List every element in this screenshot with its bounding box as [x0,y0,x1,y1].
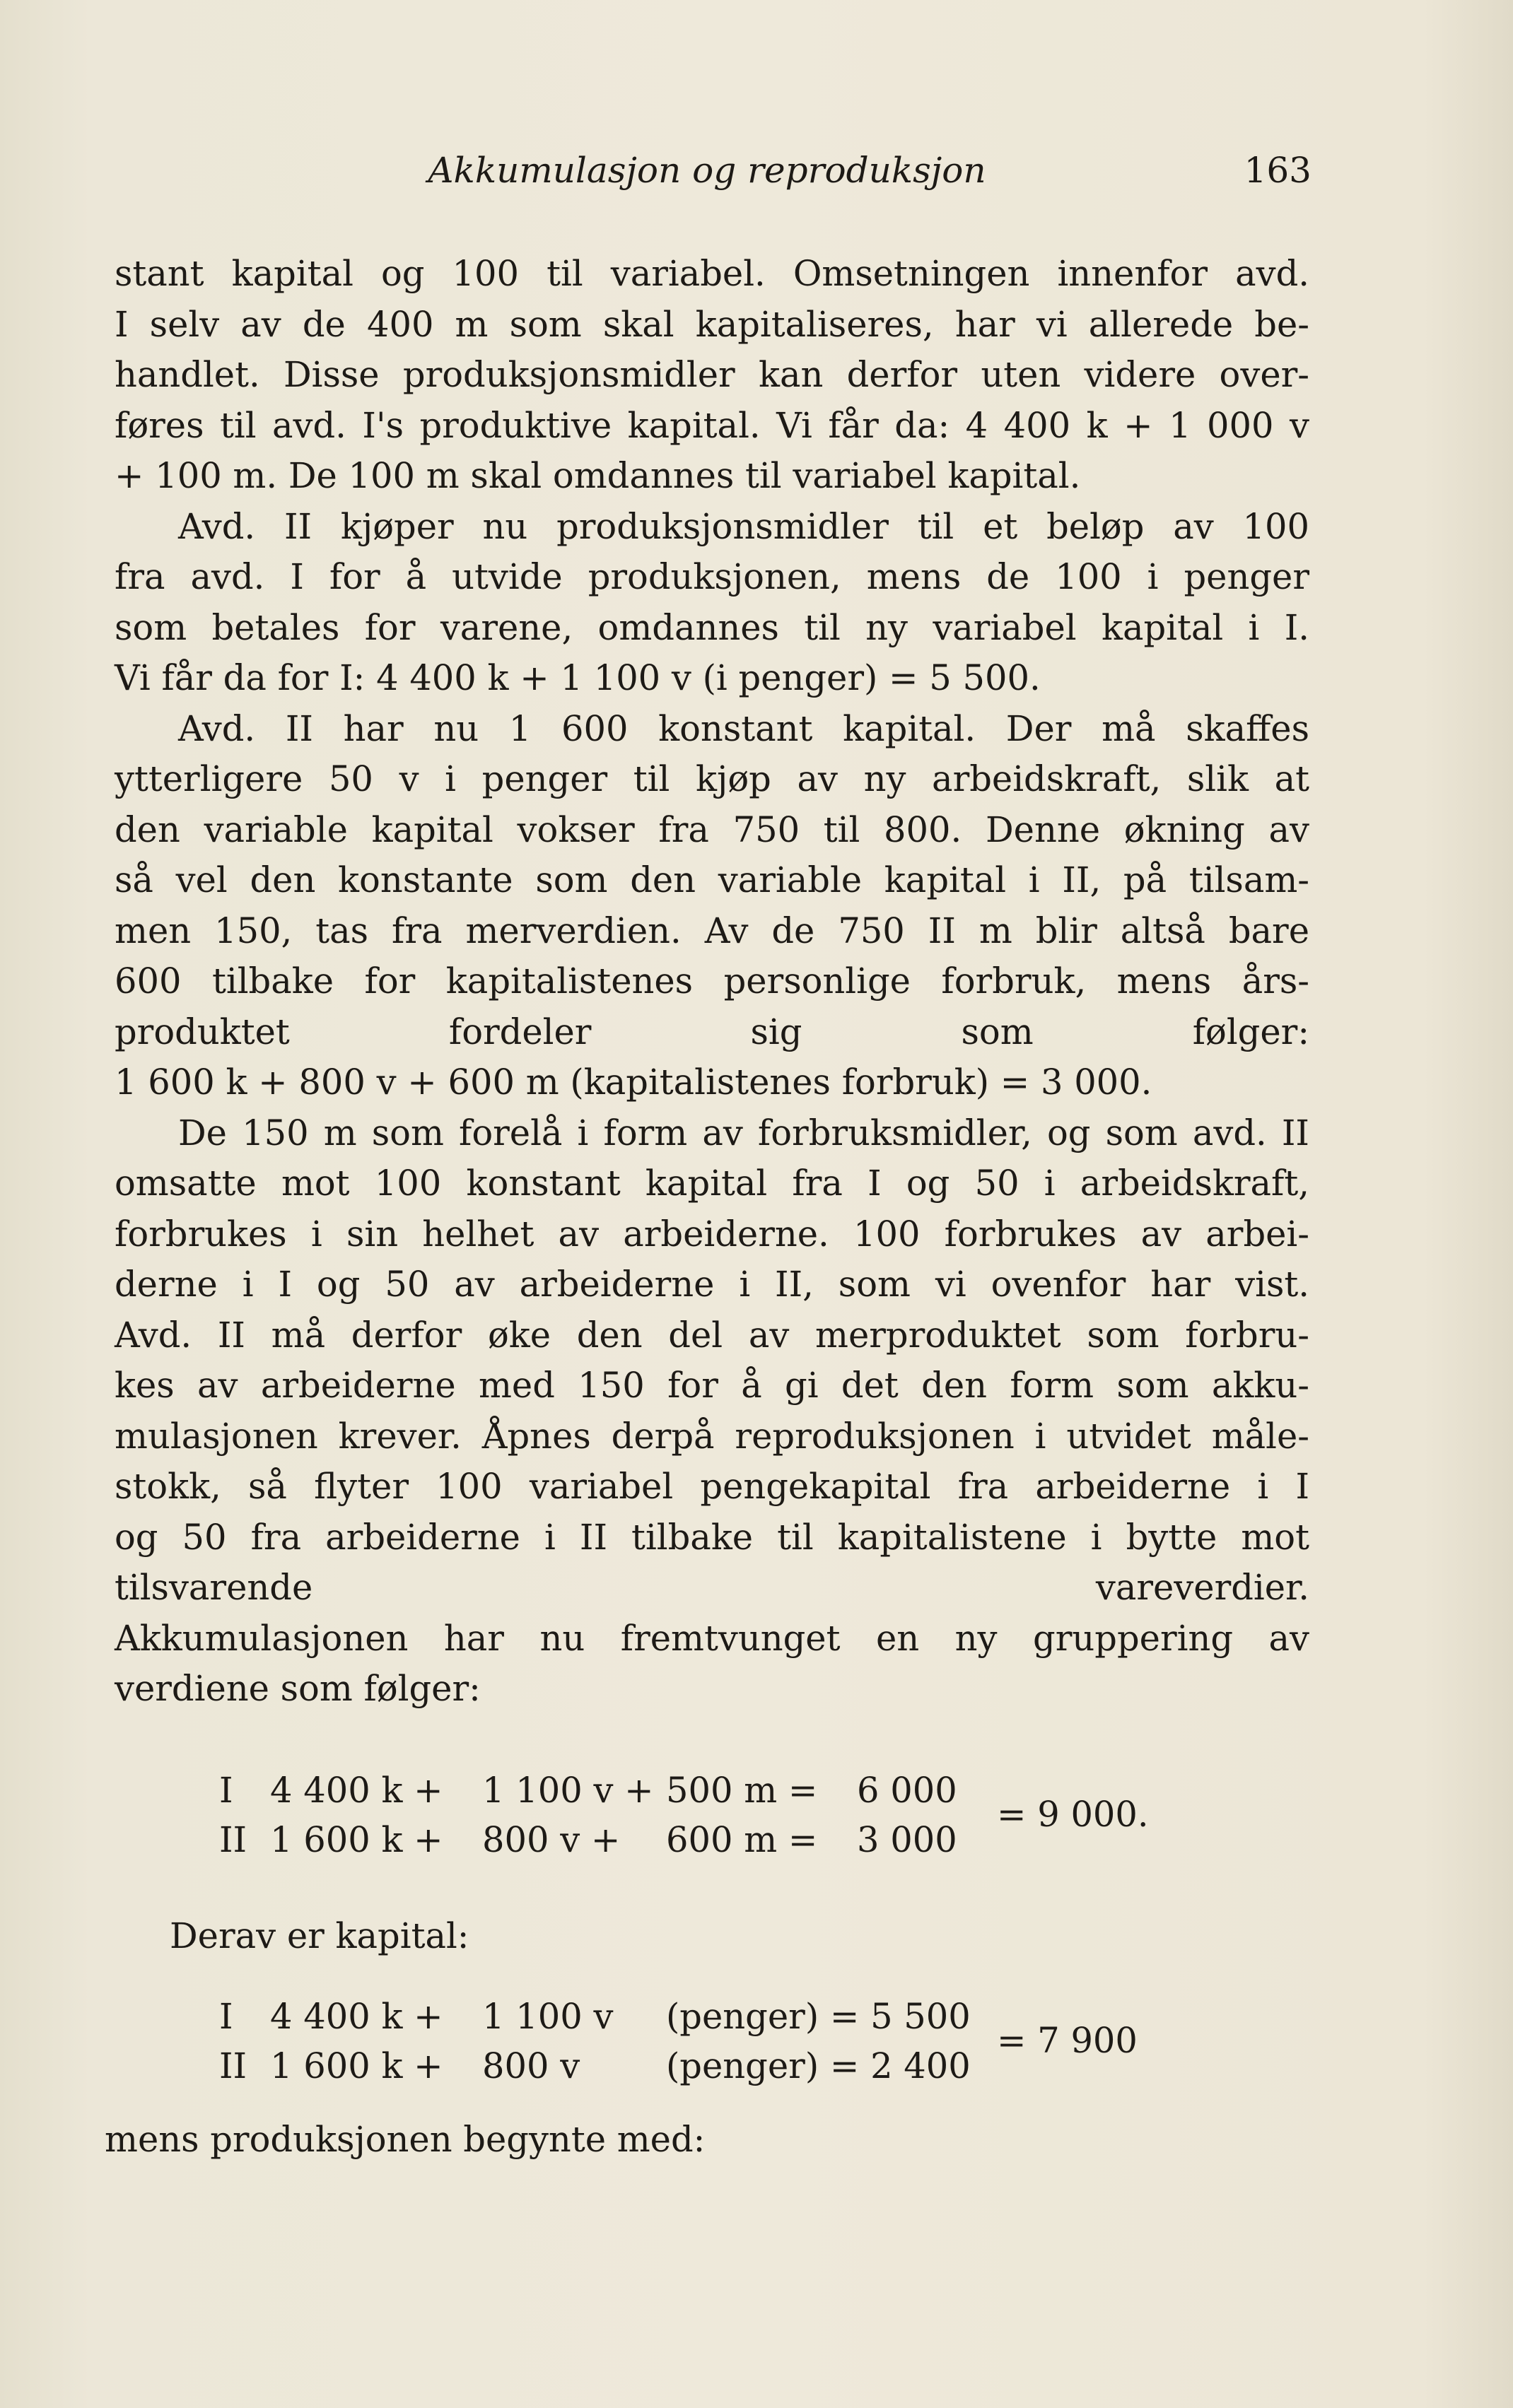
text-line: verdiene som følger: [115,1668,481,1709]
text-line: så vel den konstante som den variable kapital i II, på tilsam- [115,859,1309,900]
text-line: I selv av de 400 m som skal kapitaliseres, har vi allerede be- [115,303,1309,345]
grouping-equations [219,1766,963,1864]
text-line: Avd. II må derfor øke den del av merproduktet som forbru- [115,1314,1309,1356]
text-line: føres til avd. I's produktive kapital. Vi får da: 4 400 k + 1 000 v [115,404,1309,446]
text-line: tilsvarende vareverdier. [115,1567,1309,1608]
running-head [0,150,1513,199]
text-line: som betales for varene, omdannes til ny variabel kapital i I. [115,606,1309,648]
text-line: stant kapital og 100 til variabel. Omsetningen innenfor avd. [115,253,1309,294]
equation-row: I 4 400 k + 1 100 v + 500 m = 6 000 [219,1770,957,1811]
page-number: 163 [1244,150,1312,191]
text-line: De 150 m som forelå i form av forbruksmidler, og som avd. II [178,1112,1309,1153]
text-line: ytterligere 50 v i penger til kjøp av ny arbeidskraft, slik at [115,758,1309,799]
closing-line: mens produksjonen begynte med: [105,2119,706,2160]
text-line: produktet fordeler sig som følger: [115,1011,1309,1052]
text-line: omsatte mot 100 konstant kapital fra I og 50 i arbeidskraft, [115,1163,1309,1204]
equation-total: = 7 900 [997,2020,1138,2061]
text-line: forbrukes i sin helhet av arbeiderne. 100 forbrukes av arbei- [115,1213,1309,1255]
text-line: mulasjonen krever. Åpnes derpå reproduksjonen i utvidet måle- [115,1415,1309,1457]
equation-row: II 1 600 k + 800 v (penger) = 2 400 [219,2045,971,2086]
text-line: kes av arbeiderne med 150 for å gi det den form som akku- [115,1365,1309,1406]
text-line: men 150, tas fra merverdien. Av de 750 II m blir altså bare [115,910,1309,951]
text-line: Avd. II kjøper nu produksjonsmidler til et beløp av 100 [178,505,1309,547]
chapter-title: Akkumulasjon og reproduksjon [428,150,986,191]
text-line: fra avd. I for å utvide produksjonen, mens de 100 i penger [115,556,1309,597]
text-line: handlet. Disse produksjonsmidler kan derfor uten videre over- [115,354,1309,395]
text-line: stokk, så flyter 100 variabel pengekapital fra arbeiderne i I [115,1466,1309,1507]
equation-row: II 1 600 k + 800 v + 600 m = 3 000 [219,1819,957,1860]
body-text [115,249,1309,1816]
text-line: derne i I og 50 av arbeiderne i II, som vi ovenfor har vist. [115,1264,1309,1305]
text-line [115,1715,1309,1766]
text-line: Avd. II har nu 1 600 konstant kapital. Der må skaffes [178,707,1309,749]
text-line: Vi får da for I: 4 400 k + 1 100 v (i penger) = 5 500. [115,657,1041,698]
equation-total: = 9 000. [997,1794,1149,1835]
section-label: Derav er kapital: [170,1915,469,1956]
text-line: og 50 fra arbeiderne i II tilbake til kapitalistene i bytte mot [115,1516,1309,1558]
equation-row: I 4 400 k + 1 100 v (penger) = 5 500 [219,1996,971,2037]
text-line: 1 600 k + 800 v + 600 m (kapitalistenes forbruk) = 3 000. [115,1062,1152,1103]
text-line: Akkumulasjonen har nu fremtvunget en ny gruppering av [115,1617,1309,1659]
text-line: + 100 m. De 100 m skal omdannes til variabel kapital. [115,455,1081,496]
capital-equations [219,1992,971,2091]
text-line: den variable kapital vokser fra 750 til 800. Denne økning av [115,809,1309,850]
text-line: 600 tilbake for kapitalistenes personlige forbruk, mens års- [115,961,1309,1002]
